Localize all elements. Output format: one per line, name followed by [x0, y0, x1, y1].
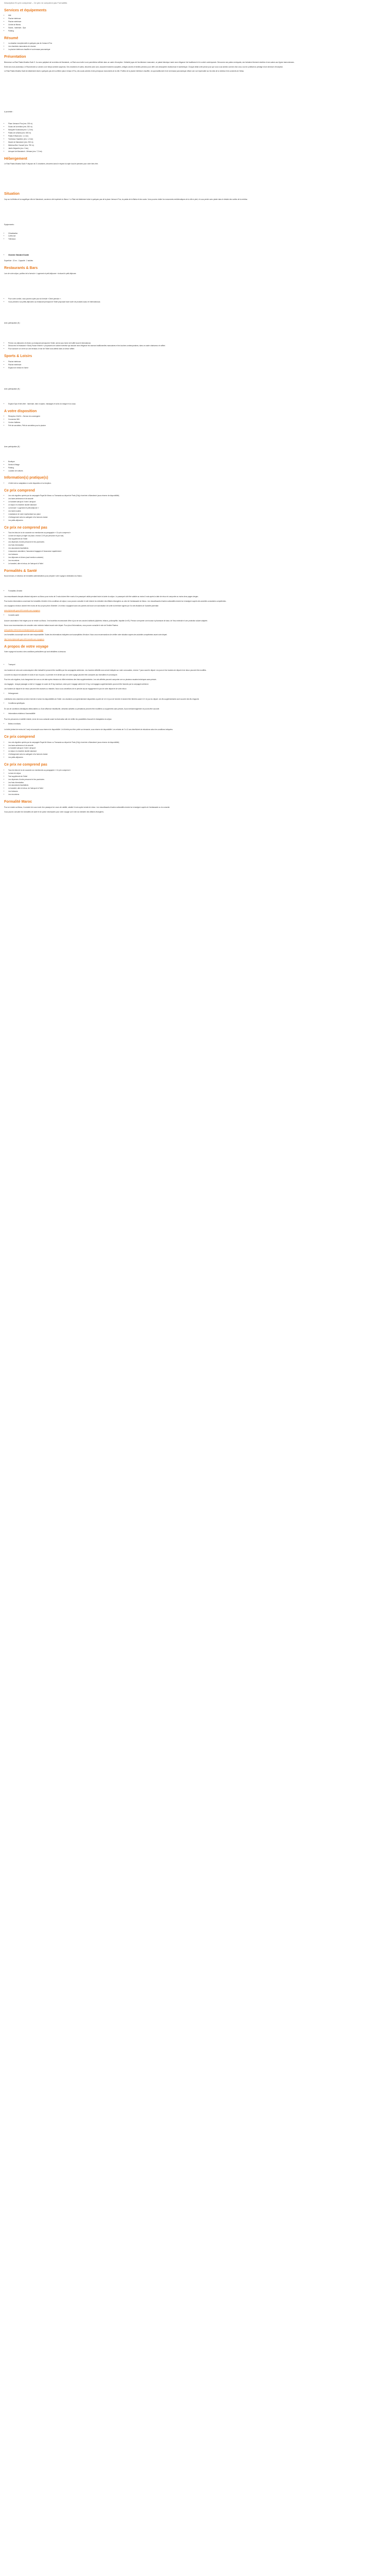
formalites-list-2 [4, 614, 386, 617]
list-item: • Hébergement [8, 692, 386, 695]
list-item: • Vous prendrez vos petits-déjeuners au restaurant principal de l'hôtel proposant toute sorte de produits locaux et internationaux. [8, 301, 386, 303]
paragraph: Les bagages : chaque passager a droit à 1 bagage en soute de 20 kg maximum, ainsi qu'à 1 bagage cabine de 10 kg. Les bagages supplémentaires pourront être facturés par la compagnie aérienne. [4, 683, 149, 685]
list-item: • Place Jemaa el Fna (env. 200 m) [8, 123, 386, 125]
list-item: • Pour savourer un verre sur une terrasse, le bar de l'hôtel vous attend dans un décor raffiné. [8, 348, 386, 350]
list-item: • Palais de la Bahia (env. 800 m) [8, 132, 386, 134]
list-item: • Service d'étage [8, 464, 386, 466]
list-item: • Espace de remise en forme [8, 367, 386, 369]
section-title-info: Information(s) pratique(s) [4, 476, 48, 480]
disposition-list [4, 415, 386, 427]
list-item: • Wifi [8, 14, 386, 17]
apropos-list [4, 664, 386, 666]
paragraph: Lors de votre séjour, profitez de la formule « Logement et petit-déjeuner » incluant le petit-déjeuner. [4, 272, 77, 275]
list-item: • La taxe de séjour (à régler sur place, environ 2,5 € par personne et par nuit) [8, 535, 386, 537]
list-item: • Les frais d'annulation [8, 544, 386, 547]
paragraph: Les ressortissants français désirant séjourner au Maroc pour moins de 3 mois doivent être munis d'un passeport valide pendant toute la durée du séjour. Le passeport doit être valable au moins 6 mois après la date de retour et comporter au moins deux pages vierges. [4, 595, 199, 598]
list-item: • Le séjour en chambre double standard [8, 750, 386, 753]
list-item: • Conditions spécifiques [8, 702, 386, 705]
features-list [4, 123, 386, 153]
list-item: • Prenez vos déjeuners et dîners au restaurant principal de l'hôtel, servis sous forme de buffet local et international. [8, 342, 386, 345]
list-item: • Coffre-fort [8, 235, 386, 238]
section-title-hebergement: Hébergement [4, 157, 27, 161]
list-item: • Boutique [8, 461, 386, 463]
list-item: • Transport [8, 664, 386, 666]
list-item: • La piscine intérieure chauffée et sa terrasse panoramique [8, 48, 386, 51]
section-title-formalites: Formalités & Santé [4, 569, 37, 573]
list-item: • Formalités d'entrée [8, 590, 386, 592]
list-item: • Parking [8, 467, 386, 469]
list-item: • Tout supplément de l'hôtel [8, 775, 386, 778]
list-item: • L'hébergement selon la catégorie et la formule choisie [8, 516, 386, 519]
list-item: • Tous les frais de la vie courante non mentionnés au paragraphe « Ce prix comprend » [8, 532, 386, 534]
paragraph: Les horaires de vols sont communiqués à titre indicatif et peuvent être modifiés par les compagnies aériennes. Les horaires définitifs vous seront indiqués sur votre convocation, environ 7 jours avant le départ. Les jours et les horaires de départ et de retour peuvent être modifiés. [4, 669, 207, 671]
restaurants-paid-list [4, 342, 386, 351]
list-item: • Les frais d'annulation [8, 782, 386, 784]
paragraph: Nous formons, le désireux de formalités administratives pour préparer votre voyage à destination du Maroc. [4, 575, 83, 578]
list-item: • Parking [8, 30, 386, 32]
section-title-formalites-2: Formalité Maroc [4, 800, 32, 804]
list-item: • Les petits-déjeuners [8, 519, 386, 522]
list-item: • Piscine extérieure [8, 364, 386, 366]
paragraph: L'attribution des chambres se fait à l'arrivée et selon les disponibilités de l'hôtel. Les chambres sont généralement disponibles à partir de 14 h le jour de l'arrivée et doivent être libérées avant 12 h le jour du départ. Les lits supplémentaires sont souvent des lits d'appoint. [4, 698, 200, 700]
list-item: • Souks de la médina (env. 300 m) [8, 126, 386, 128]
section-title-disposition: A votre disposition [4, 409, 37, 413]
paragraph: Pour les vols réguliers, tout changement de nom ou de date après émission du billet entraînera des frais supplémentaires. Les vols affrétés peuvent comporter une ou plusieurs escales techniques sans préavis. [4, 678, 157, 681]
paragraph: En cas de conditions climatiques défavorables ou d'une affluence inhabituelle, certaines activités ou prestations peuvent être modifiées ou supprimées sans préavis. Aucun dédommagement ne pourra être accordé. [4, 708, 160, 710]
equipement-label: Equipements : [4, 223, 15, 226]
paragraph: Vous pouvez consulter les formalités de santé et de police nécessaires pour votre voyage sur le site du ministère des Affaires étrangères. [4, 810, 104, 813]
comprend2-list [4, 741, 386, 759]
room-name: • Chambre Standard Double [8, 254, 386, 257]
link-diplomatie[interactable]: www.diplomatie.gouv.fr/fr/conseils-aux-voyageurs [4, 609, 40, 612]
equipement-list [4, 232, 386, 241]
list-item: • Les taxes locales [8, 510, 386, 513]
section-title-sports: Sports & Loisirs [4, 354, 32, 359]
paragraph: Les horaires de départ et de retour peuvent être avancés ou retardés. Nous vous conseillons de ne prendre aucun engagement le jour de votre départ et de votre retour. [4, 687, 127, 690]
list-item: • Connexion Wifi [8, 418, 386, 421]
room-caption: Superficie : 22 m² - Capacité : 2 adultes [4, 260, 33, 262]
list-item: • Les assurances facultatives [8, 784, 386, 787]
paragraph: Nous vous recommandons de consulter votre médecin traitant avant votre départ. Pour plus d'informations, vous pouvez consulter le site de l'Institut Pasteur. [4, 624, 119, 626]
paragraph: Le Riad Palais Mnabha Sadi 4* dispose de 21 chambres, décorées dans le respect du style local et pensées pour votre bien-être. [4, 163, 99, 165]
list-item: • La situation exceptionnelle à quelques pas de Jomaa el Fna [8, 42, 386, 45]
list-item: • Le transfert aéroport / hôtel / aéroport [8, 501, 386, 503]
link-pasteur[interactable]: www.pasteur.fr/fr/centre-medical/preparer-son-voyage [4, 629, 43, 631]
list-item: • La formule « Logement et petit-déjeuner » [8, 507, 386, 510]
paragraph: Cap sur la Médina et la magnifique ville de Marrakech, ancienne cité impériale du Maroc ! Le Riad est idéalement situé à quelques pas de la place Jemaa el Fna, du palais de la Bahia et des souks. Vous pourrez visiter les monuments emblématiques de la ville à pied, et vous perdre avec plaisir dans le dédale des ruelles de la médina. [4, 198, 248, 200]
paragraph: Entre ses murs ancestraux, le Riad dévoile un univers où le temps semble suspendu. Ses chambres et suites, décorées avec soin, associent boiseries sculptées, zelliges colorés et textiles précieux pour offrir une atmosphère chaleureuse et authentique. Chaque détail a été pensé pour que vous vous sentiez comme chez vous, tout en profitant du prestige d'une demeure d'exception. [4, 65, 284, 68]
paragraph: Pour toutes informations concernant les formalités d'entrée et les conditions de séjour, vous pouvez consulter le site internet du ministère des Affaires étrangères ou celui de l'ambassade du Maroc. Les ressortissants d'autres nationalités doivent se renseigner auprès des autorités consulaires compétentes. [4, 600, 226, 602]
paragraph: Le Riad Palais Mnabha Sadi est idéalement situé à quelques pas de la célèbre place Jemaa el Fna, des souks animés et des principaux monuments de la ville. Profitez de la piscine intérieure chauffée, du spa traditionnel et de la terrasse panoramique offrant une vue imprenable sur les toits de la médina et les sommets de l'Atlas. [4, 70, 245, 73]
list-item: • Aéroport de Marrakech - Ménara (env. 7,2 km) [8, 150, 386, 153]
paragraph: Bienvenue au Riad Palais Mnabha Sadi 4*. Au cœur palpitant de la médina de Marrakech, ce Riad vous invite à une parenthèse raffinée dans un cadre d'exception. Véritable joyau de l'architecture marocaine, ce palais historique marie avec élégance l'art traditionnel et le confort contemporain. Découvrez ses patios verdoyants, ses fontaines finement ciselées et ses salons aux lignes harmonieuses. [4, 61, 295, 63]
paragraph: Les formalités à accomplir sont de votre responsabilité. Toutes les informations indiquées sont susceptibles d'évoluer. Nous vous recommandons de vérifier votre situation auprès des autorités compétentes avant votre départ. [4, 633, 168, 636]
paragraph: Pour les personnes à mobilité réduite, merci de nous contacter avant la réservation afin de vérifier les possibilités d'accueil et d'adaptation du séjour. [4, 718, 112, 721]
list-item: • Les excursions [8, 793, 386, 796]
list-item: • Les taxes aériennes et de sécurité [8, 498, 386, 500]
list-item: • Le séjour en chambre double standard [8, 504, 386, 506]
features-label: A proximité : [4, 111, 13, 113]
list-item: • Tous les frais de la vie courante non mentionnés au paragraphe « Ce prix comprend » [8, 769, 386, 772]
paragraph: La durée du séjour est calculée en nuits et non en jours. Le premier et le dernier jour de votre voyage peuvent être consacrés aux formalités et au transport. [4, 673, 118, 676]
list-item: • Les dépenses d'ordre personnel et les pourboires [8, 778, 386, 781]
paragraph: Aucune vaccination n'est exigée pour se rendre au Maroc. Il est toutefois recommandé d'être à jour de ses vaccins habituels (diphtérie, tétanos, poliomyélite, hépatite A et B). Pensez à emporter une trousse à pharmacie de base, de l'eau minérale et une protection solaire adaptée. [4, 619, 208, 622]
list-item: • Tout supplément de l'hôtel [8, 538, 386, 540]
list-item: • L'assurance annulation, l'assurance bagages et l'assurance rapatriement [8, 550, 386, 553]
nepas-list [4, 532, 386, 565]
list-item: • Jardin Majorelle (env. 3 km) [8, 147, 386, 150]
list-item: • Les chambres marocaines de charme [8, 45, 386, 48]
list-item: • Télévision [8, 238, 386, 241]
list-item: • Les dépenses d'ordre personnel et les pourboires [8, 541, 386, 544]
list-item: • Pour votre confort, vous pourrez opter pour la formule « Demi-pension ». [8, 298, 386, 300]
link-diplomatie-2[interactable]: http://www.diplomatie.gouv.fr/fr/conseils-aux-voyageurs [4, 638, 44, 640]
list-item: • Réception 24h/24 – Service de conciergerie [8, 415, 386, 418]
paragraph: Votre voyage est soumis à des conditions particulières qui sont détaillées ci-dessous. [4, 650, 67, 653]
info-list [4, 482, 386, 485]
sports-paid-list [4, 403, 386, 405]
section-title-comprend: Ce prix comprend [4, 488, 35, 493]
list-item: • Les boissons [8, 790, 386, 793]
list-item: • Les excursions [8, 560, 386, 562]
list-item: • Médersa Ben Youssef (env. 750 m) [8, 144, 386, 147]
apropos-list-4 [4, 713, 386, 715]
formalites-list [4, 590, 386, 592]
list-item: • Centre d'affaires [8, 421, 386, 424]
list-item: • Conseils santé [8, 614, 386, 617]
disposition-paid-list [4, 461, 386, 472]
list-item: • Le transfert, aller et retour, de l'aéroport à l'hôtel [8, 563, 386, 565]
list-item: • Prêt de serviettes, Prêt de serviettes pour la piscine [8, 425, 386, 427]
list-item: • L'hôtel met un adaptateur à votre disposition à la réception. [8, 482, 386, 485]
page [0, 0, 391, 814]
list-item: • Location de voitures [8, 470, 386, 472]
list-item: • Le transfert, aller et retour, de l'aéroport à l'hôtel [8, 787, 386, 790]
list-item: • Piscine intérieure [8, 361, 386, 363]
list-item: • Les vols réguliers opérés par la compagnie Royal Air Maroc ou Transavia au départ de Paris (Orly) et arrivée à Marrakech (sous réserve de disponibilité) [8, 495, 386, 497]
list-item: • L'assistance de notre représentant sur place [8, 513, 386, 516]
list-item: • Piscine intérieure [8, 18, 386, 20]
list-item: • Sauna - hammam - Spa [8, 27, 386, 29]
resume-list [4, 42, 386, 51]
services-list [4, 14, 386, 32]
comprend-list [4, 495, 386, 522]
list-item: • Découvrez le restaurant « Bordj Fusion Kitchen » proposant une cuisine inventive qui associe avec élégance les saveurs traditionnelles marocaines et les touches contemporaines, dans un cadre chaleureux et raffiné. [8, 345, 386, 347]
list-item: • La taxe de séjour [8, 772, 386, 775]
intro-text: Description En prix compensé – Ce prix ne comprend pas Formalités [4, 2, 68, 4]
list-item: • Les vols réguliers opérés par la compagnie Royal Air Maroc ou Transavia au départ de Paris (Orly) et arrivée à Marrakech (sous réserve de disponibilité) [8, 741, 386, 744]
apropos-list-5 [4, 723, 386, 725]
sports-list [4, 361, 386, 369]
section-title-apropos: A propos de votre voyage [4, 645, 48, 649]
list-item: • Espace Spa et bien-être : hammam, bain à vapeur, massages et soins du visage et du corps. [8, 403, 386, 405]
section-title-resume: Résumé [4, 36, 19, 40]
restaurants-list [4, 298, 386, 303]
section-title-situation: Situation [4, 192, 20, 196]
list-item: • Les petits-déjeuners [8, 756, 386, 759]
nepas2-list [4, 769, 386, 796]
disposition-label: Avec participation (€) : [4, 445, 21, 448]
section-title-presentation: Présentation [4, 55, 26, 59]
list-item: • Climatisation [8, 232, 386, 235]
list-item: • Les assurances facultatives [8, 547, 386, 550]
section-title-nepas-2: Ce prix ne comprend pas [4, 763, 47, 767]
list-item: • Les boissons [8, 553, 386, 556]
list-item: • Centre de fitness [8, 24, 386, 26]
paragraph: Les voyageurs mineurs doivent être munis de leur propre pièce d'identité. Un mineur voyageant sans ses parents doit avoir une autorisation de sortie du territoire signée par l'un des titulaires de l'autorité parentale. [4, 604, 159, 607]
sports-label: Avec participation (€) : [4, 387, 21, 390]
paragraph: Pour se rendre au Maroc, il convient de vous munir d'un passeport en cours de validité, valable 6 mois après la date de retour. Les ressortissants d'autres nationalités doivent se renseigner auprès de l'ambassade ou du consulat. [4, 806, 170, 808]
apropos-list-3 [4, 702, 386, 705]
apropos-list-2 [4, 692, 386, 695]
room-list [4, 254, 386, 257]
restaurants-label: Avec participation (€) : [4, 321, 21, 324]
section-title-restaurants: Restaurants & Bars [4, 266, 38, 270]
section-title-nepas: Ce prix ne comprend pas [4, 526, 47, 530]
list-item: • Informations relatives à l'accessibilité [8, 713, 386, 715]
list-item: • Bébés et enfants [8, 723, 386, 725]
section-title-services: Services et équipements [4, 8, 47, 12]
section-title-comprend-2: Ce prix comprend [4, 735, 35, 739]
list-item: • Mosquée Koutoubia (env. 1,2 km) [8, 129, 386, 131]
list-item: • Piscine extérieure [8, 21, 386, 23]
list-item: • L'hébergement selon la catégorie et la formule choisie [8, 753, 386, 756]
list-item: • Palais El Badi (env. 1,1 km) [8, 135, 386, 138]
list-item: • Les taxes aériennes et de sécurité [8, 744, 386, 747]
list-item: • Les déjeuners et dîners (sauf mention contraire) [8, 556, 386, 559]
list-item: • Le transfert aéroport / hôtel / aéroport [8, 747, 386, 750]
list-item: • Musée de Marrakech (env. 900 m) [8, 141, 386, 144]
list-item: • Tombeaux Saadiens (env. 1,3 km) [8, 138, 386, 141]
paragraph: Le bébé (enfant de moins de 2 ans) est accepté sous réserve de disponibilité. Un lit bébé peut être prêté sur demande, sous réserve de disponibilité. Les enfants de 2 à 11 ans bénéficient de réductions selon les conditions indiquées. [4, 728, 173, 731]
